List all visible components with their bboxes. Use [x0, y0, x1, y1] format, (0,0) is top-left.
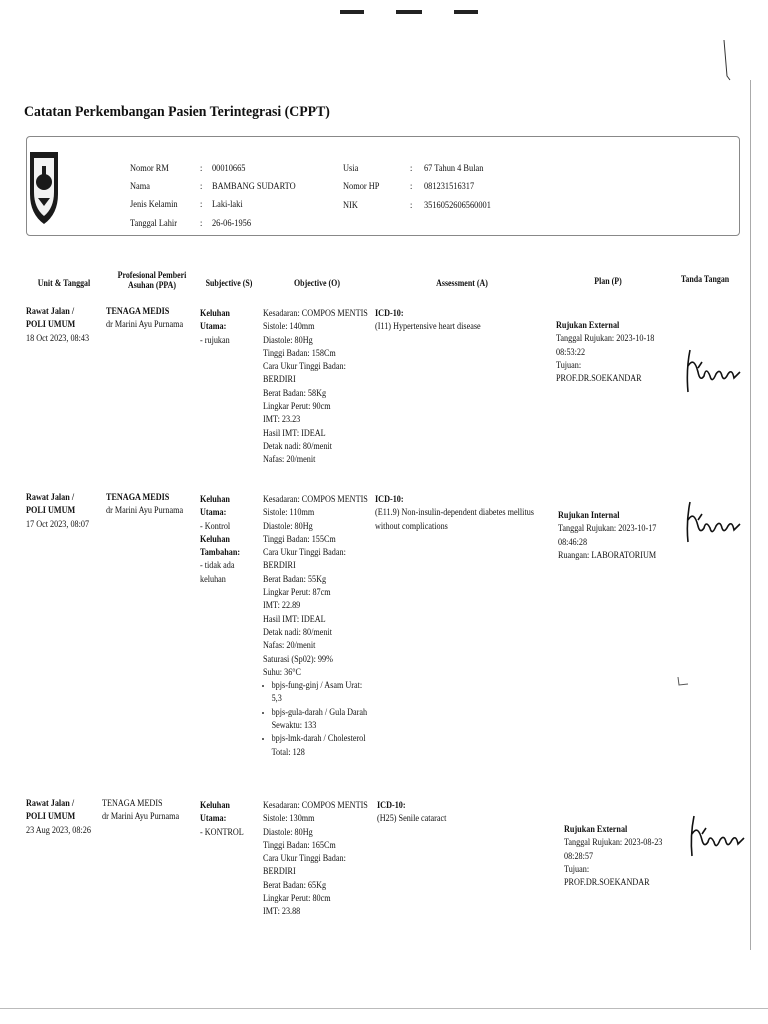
icd-label: ICD-10:	[377, 801, 406, 811]
plan-line: Tanggal Rujukan: 2023-10-18	[556, 334, 655, 345]
label-tanggal-lahir: Tanggal Lahir	[130, 219, 178, 229]
plan-line: 08:28:57	[564, 851, 594, 862]
keluhan-value: - rujukan	[200, 335, 230, 346]
ppa-title: TENAGA MEDIS	[106, 307, 170, 317]
header-plan: Plan (P)	[594, 276, 622, 286]
plan-line: Tujuan: PROF.DR.SOEKANDAR	[564, 864, 650, 889]
value-jenis-kelamin: Laki-laki	[212, 200, 243, 210]
obj-line: Sistole: 110mm	[263, 508, 315, 519]
obj-line: Berat Badan: 55Kg	[263, 574, 327, 585]
value-nik: 3516052606560001	[424, 201, 491, 211]
obj-line: Lingkar Perut: 80cm	[263, 894, 331, 905]
header-ppa: Profesional Pemberi Asuhan (PPA)	[117, 270, 187, 290]
icd-value: (H25) Senile cataract	[377, 814, 447, 825]
obj-line: Tinggi Badan: 158Cm	[263, 348, 336, 359]
colon: :	[200, 200, 203, 210]
page-edge	[750, 80, 751, 950]
value-usia: 67 Tahun 4 Bulan	[424, 164, 484, 174]
entry-3-assessment	[377, 800, 540, 827]
ppa-name: dr Marini Ayu Purnama	[102, 812, 180, 823]
obj-line: Sistole: 130mm	[263, 814, 315, 825]
plan-line: Tanggal Rujukan: 2023-10-17	[558, 524, 657, 535]
obj-line: Lingkar Perut: 90cm	[263, 402, 331, 413]
obj-line: Diastole: 80Hg	[263, 521, 313, 532]
signature-icon	[680, 346, 750, 394]
scan-mark	[676, 676, 690, 688]
obj-line: Suhu: 36°C	[263, 667, 302, 678]
obj-line: Sistole: 140mm	[263, 322, 315, 333]
keluhan-label: Keluhan Utama:	[200, 801, 230, 825]
value-tanggal-lahir: 26-06-1956	[212, 219, 252, 229]
colon: :	[410, 182, 413, 192]
entry-2-objective	[263, 494, 370, 760]
entry-2-ppa	[106, 492, 192, 519]
label-usia: Usia	[343, 164, 359, 174]
unit-name: Rawat Jalan / POLI UMUM	[26, 799, 76, 823]
entry-3-unit	[26, 798, 95, 838]
obj-line: Kesadaran: COMPOS MENTIS	[263, 801, 368, 811]
value-nomor-rm: 00010665	[212, 164, 246, 174]
tambahan-label: Keluhan Tambahan:	[200, 534, 241, 559]
label-nomor-rm: Nomor RM	[130, 164, 169, 174]
label-jenis-kelamin: Jenis Kelamin	[130, 200, 178, 210]
unit-name: Rawat Jalan / POLI UMUM	[26, 307, 76, 331]
obj-line: IMT: 23.88	[263, 907, 301, 918]
entry-2-unit	[26, 492, 95, 532]
page-title: Catatan Perkembangan Pasien Terintegrasi (CPPT)	[24, 104, 330, 120]
value-nomor-hp: 081231516317	[424, 182, 475, 192]
entry-2-plan	[558, 510, 665, 563]
obj-line: Berat Badan: 58Kg	[263, 388, 327, 399]
label-nik: NIK	[343, 201, 358, 211]
obj-line: Diastole: 80Hg	[263, 827, 313, 838]
header-subjective: Subjective (S)	[205, 278, 253, 288]
signature-icon	[684, 812, 754, 860]
obj-line: Diastole: 80Hg	[263, 335, 313, 346]
entry-1-assessment	[375, 308, 538, 335]
colon: :	[200, 164, 203, 174]
scan-marks	[0, 10, 768, 18]
entry-3-plan	[564, 824, 671, 890]
signature-icon	[680, 498, 750, 546]
entry-1-objective	[263, 308, 370, 468]
entry-1-ppa	[106, 306, 192, 333]
hospital-logo-icon	[28, 146, 60, 226]
entry-date: 17 Oct 2023, 08:07	[26, 519, 90, 530]
colon: :	[200, 182, 203, 192]
ppa-name: dr Marini Ayu Purnama	[106, 506, 184, 517]
header-unit-tanggal: Unit & Tanggal	[37, 278, 91, 288]
ppa-title: TENAGA MEDIS	[106, 493, 170, 503]
header-assessment: Assessment (A)	[436, 278, 488, 288]
obj-line: Cara Ukur Tinggi Badan: BERDIRI	[263, 854, 346, 878]
keluhan-value: - Kontrol	[200, 521, 231, 532]
obj-line: Detak nadi: 80/menit	[263, 441, 332, 452]
header-tanda-tangan: Tanda Tangan	[680, 274, 730, 284]
obj-line: Kesadaran: COMPOS MENTIS	[263, 309, 368, 319]
entry-2-subjective	[200, 494, 257, 587]
obj-line: Lingkar Perut: 87cm	[263, 588, 331, 599]
page-edge	[0, 1008, 768, 1009]
icd-label: ICD-10:	[375, 495, 404, 505]
lab-results-list	[263, 680, 370, 760]
label-nama: Nama	[130, 182, 150, 192]
label-nomor-hp: Nomor HP	[343, 182, 380, 192]
entry-3-ppa	[102, 798, 188, 825]
entry-1-unit	[26, 306, 95, 346]
obj-line: Nafas: 20/menit	[263, 455, 316, 466]
obj-line: Tinggi Badan: 165Cm	[263, 840, 336, 851]
scan-mark	[722, 38, 732, 82]
header-objective: Objective (O)	[294, 278, 340, 288]
obj-line: Cara Ukur Tinggi Badan: BERDIRI	[263, 362, 346, 386]
plan-title: Rujukan External	[556, 321, 620, 331]
icd-label: ICD-10:	[375, 309, 404, 319]
obj-line: Saturasi (Sp02): 99%	[263, 654, 333, 665]
colon: :	[200, 219, 203, 229]
obj-line: IMT: 23.23	[263, 415, 301, 426]
obj-line: Hasil IMT: IDEAL	[263, 428, 326, 439]
keluhan-value: - KONTROL	[200, 827, 244, 838]
icd-value: (E11.9) Non-insulin-dependent diabetes mellitus without complications	[375, 508, 534, 532]
obj-line: Cara Ukur Tinggi Badan: BERDIRI	[263, 548, 346, 572]
entry-date: 23 Aug 2023, 08:26	[26, 825, 91, 836]
obj-line: Berat Badan: 65Kg	[263, 880, 327, 891]
plan-title: Rujukan External	[564, 825, 628, 835]
ppa-title: TENAGA MEDIS	[102, 799, 163, 809]
lab-result: • bpjs-fung-ginj / Asam Urat: 5,3	[272, 680, 370, 707]
keluhan-label: Keluhan Utama:	[200, 309, 230, 333]
entry-1-subjective	[200, 308, 257, 348]
tambahan-value: - tidak ada keluhan	[200, 561, 235, 585]
colon: :	[410, 201, 413, 211]
value-nama: BAMBANG SUDARTO	[212, 182, 296, 192]
obj-line: Hasil IMT: IDEAL	[263, 614, 326, 625]
plan-line: 08:53:22	[556, 347, 586, 358]
colon: :	[410, 164, 413, 174]
lab-result: • bpjs-gula-darah / Gula Darah Sewaktu: 133	[272, 707, 370, 734]
lab-result: • bpjs-lmk-darah / Cholesterol Total: 128	[272, 733, 370, 760]
obj-line: Tinggi Badan: 155Cm	[263, 534, 336, 545]
plan-line: Ruangan: LABORATORIUM	[558, 550, 657, 561]
entry-2-assessment	[375, 494, 538, 534]
obj-line: Detak nadi: 80/menit	[263, 627, 332, 638]
plan-title: Rujukan Internal	[558, 511, 620, 521]
unit-name: Rawat Jalan / POLI UMUM	[26, 493, 76, 517]
obj-line: Nafas: 20/menit	[263, 641, 316, 652]
entry-3-objective	[263, 800, 370, 920]
plan-line: Tanggal Rujukan: 2023-08-23	[564, 838, 663, 849]
obj-line: Kesadaran: COMPOS MENTIS	[263, 495, 368, 505]
entry-date: 18 Oct 2023, 08:43	[26, 333, 90, 344]
obj-line: IMT: 22.89	[263, 601, 301, 612]
entry-1-plan	[556, 320, 663, 386]
plan-line: 08:46:28	[558, 537, 588, 548]
plan-line: Tujuan: PROF.DR.SOEKANDAR	[556, 360, 642, 385]
icd-value: (I11) Hypertensive heart disease	[375, 322, 481, 333]
keluhan-label: Keluhan Utama:	[200, 495, 230, 519]
ppa-name: dr Marini Ayu Purnama	[106, 320, 184, 331]
entry-3-subjective	[200, 800, 257, 840]
